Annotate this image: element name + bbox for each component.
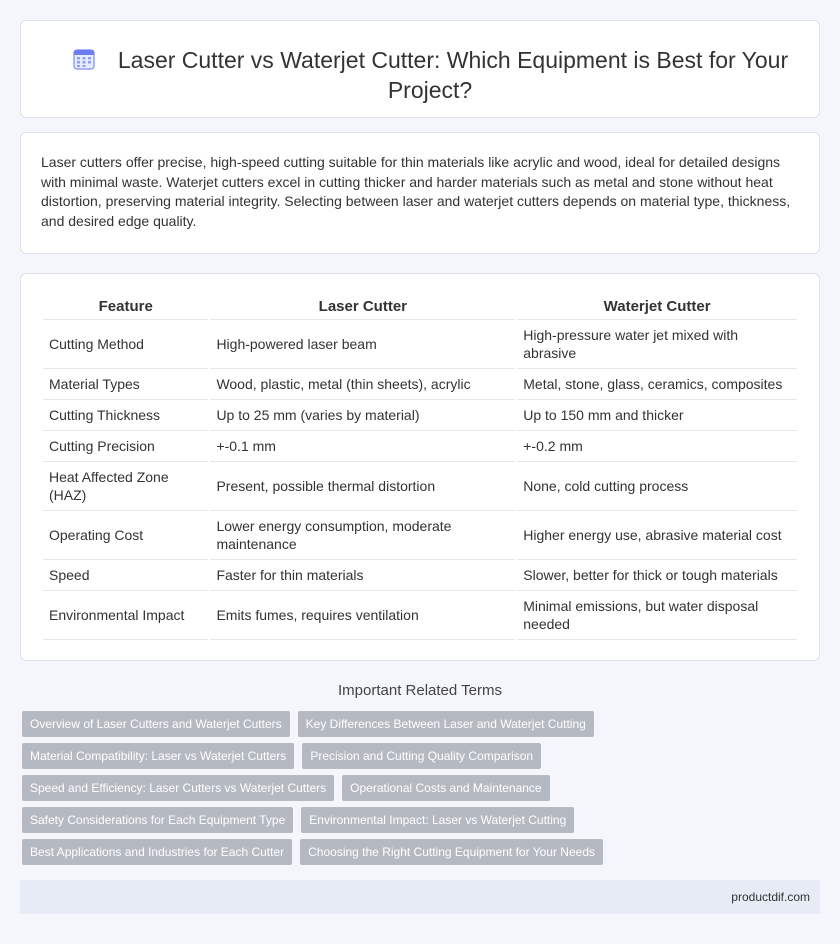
table-cell-laser: Faster for thin materials: [210, 560, 515, 591]
table-cell-laser: High-powered laser beam: [210, 320, 515, 369]
table-cell-feature: Operating Cost: [43, 511, 208, 560]
table-row: [43, 320, 797, 369]
table-cell-feature: Cutting Method: [43, 320, 208, 369]
table-row: [43, 560, 797, 591]
table-row: [43, 431, 797, 462]
table-row: [43, 400, 797, 431]
related-term-link[interactable]: Precision and Cutting Quality Comparison: [302, 743, 541, 769]
table-cell-feature: Speed: [43, 560, 208, 591]
table-cell-feature: Material Types: [43, 369, 208, 400]
related-term-link[interactable]: Best Applications and Industries for Each Cutter: [22, 839, 292, 865]
table-cell-waterjet: Slower, better for thick or tough materials: [517, 560, 797, 591]
table-cell-waterjet: None, cold cutting process: [517, 462, 797, 511]
table-cell-laser: +-0.1 mm: [210, 431, 515, 462]
table-row: [43, 462, 797, 511]
related-term-link[interactable]: Safety Considerations for Each Equipment Type: [22, 807, 293, 833]
table-cell-laser: Up to 25 mm (varies by material): [210, 400, 515, 431]
related-terms-row: [22, 743, 812, 769]
table-cell-waterjet: Minimal emissions, but water disposal needed: [517, 591, 797, 640]
related-terms-row: [22, 775, 812, 801]
table-cell-feature: Heat Affected Zone (HAZ): [43, 462, 208, 511]
table-row: [43, 369, 797, 400]
related-term-link[interactable]: Key Differences Between Laser and Waterjet Cutting: [298, 711, 594, 737]
comparison-table-card: [20, 273, 820, 661]
table-row: [43, 591, 797, 640]
related-term-link[interactable]: Material Compatibility: Laser vs Waterjet Cutters: [22, 743, 294, 769]
table-cell-laser: Wood, plastic, metal (thin sheets), acrylic: [210, 369, 515, 400]
table-cell-feature: Cutting Precision: [43, 431, 208, 462]
table-cell-waterjet: Metal, stone, glass, ceramics, composites: [517, 369, 797, 400]
related-terms-row: [22, 711, 812, 737]
header-feature: Feature: [43, 296, 208, 320]
comparison-table: [41, 296, 799, 640]
related-terms-row: [22, 839, 812, 865]
table-cell-waterjet: +-0.2 mm: [517, 431, 797, 462]
related-term-link[interactable]: Environmental Impact: Laser vs Waterjet Cutting: [301, 807, 574, 833]
related-term-link[interactable]: Overview of Laser Cutters and Waterjet Cutters: [22, 711, 290, 737]
related-term-link[interactable]: Choosing the Right Cutting Equipment for Your Needs: [300, 839, 603, 865]
table-cell-waterjet: High-pressure water jet mixed with abrasive: [517, 320, 797, 369]
related-term-link[interactable]: Speed and Efficiency: Laser Cutters vs Waterjet Cutters: [22, 775, 334, 801]
footer-site-name: productdif.com: [731, 890, 810, 904]
related-term-link[interactable]: Operational Costs and Maintenance: [342, 775, 549, 801]
table-cell-laser: Emits fumes, requires ventilation: [210, 591, 515, 640]
header-laser-cutter: Laser Cutter: [210, 296, 515, 320]
page-title: [61, 45, 799, 105]
related-terms-heading: Important Related Terms: [338, 682, 502, 699]
table-row: [43, 511, 797, 560]
table-cell-laser: Present, possible thermal distortion: [210, 462, 515, 511]
title-wrap: [61, 45, 799, 105]
table-header-row: [43, 296, 797, 320]
header-card: [20, 20, 820, 118]
related-terms-list: [22, 711, 812, 871]
table-cell-feature: Environmental Impact: [43, 591, 208, 640]
table-cell-waterjet: Higher energy use, abrasive material cost: [517, 511, 797, 560]
table-cell-feature: Cutting Thickness: [43, 400, 208, 431]
table-cell-laser: Lower energy consumption, moderate maintenance: [210, 511, 515, 560]
related-terms-row: [22, 807, 812, 833]
intro-card: [20, 132, 820, 254]
header-waterjet-cutter: Waterjet Cutter: [517, 296, 797, 320]
intro-paragraph: Laser cutters offer precise, high-speed cutting suitable for thin materials like acrylic and wood, ideal for detailed designs with minimal waste. Waterjet cutters excel in cutting thicker and harder materials such as metal and stone without heat distortion, preserving material integrity. Selecting between laser and waterjet cutters depends on material type, thickness, and desired edge quality.: [41, 154, 791, 229]
table-cell-waterjet: Up to 150 mm and thicker: [517, 400, 797, 431]
calendar-icon: [72, 47, 96, 71]
footer: [20, 880, 820, 914]
page-title-text: Laser Cutter vs Waterjet Cutter: Which Equipment is Best for Your Project?: [117, 47, 789, 103]
